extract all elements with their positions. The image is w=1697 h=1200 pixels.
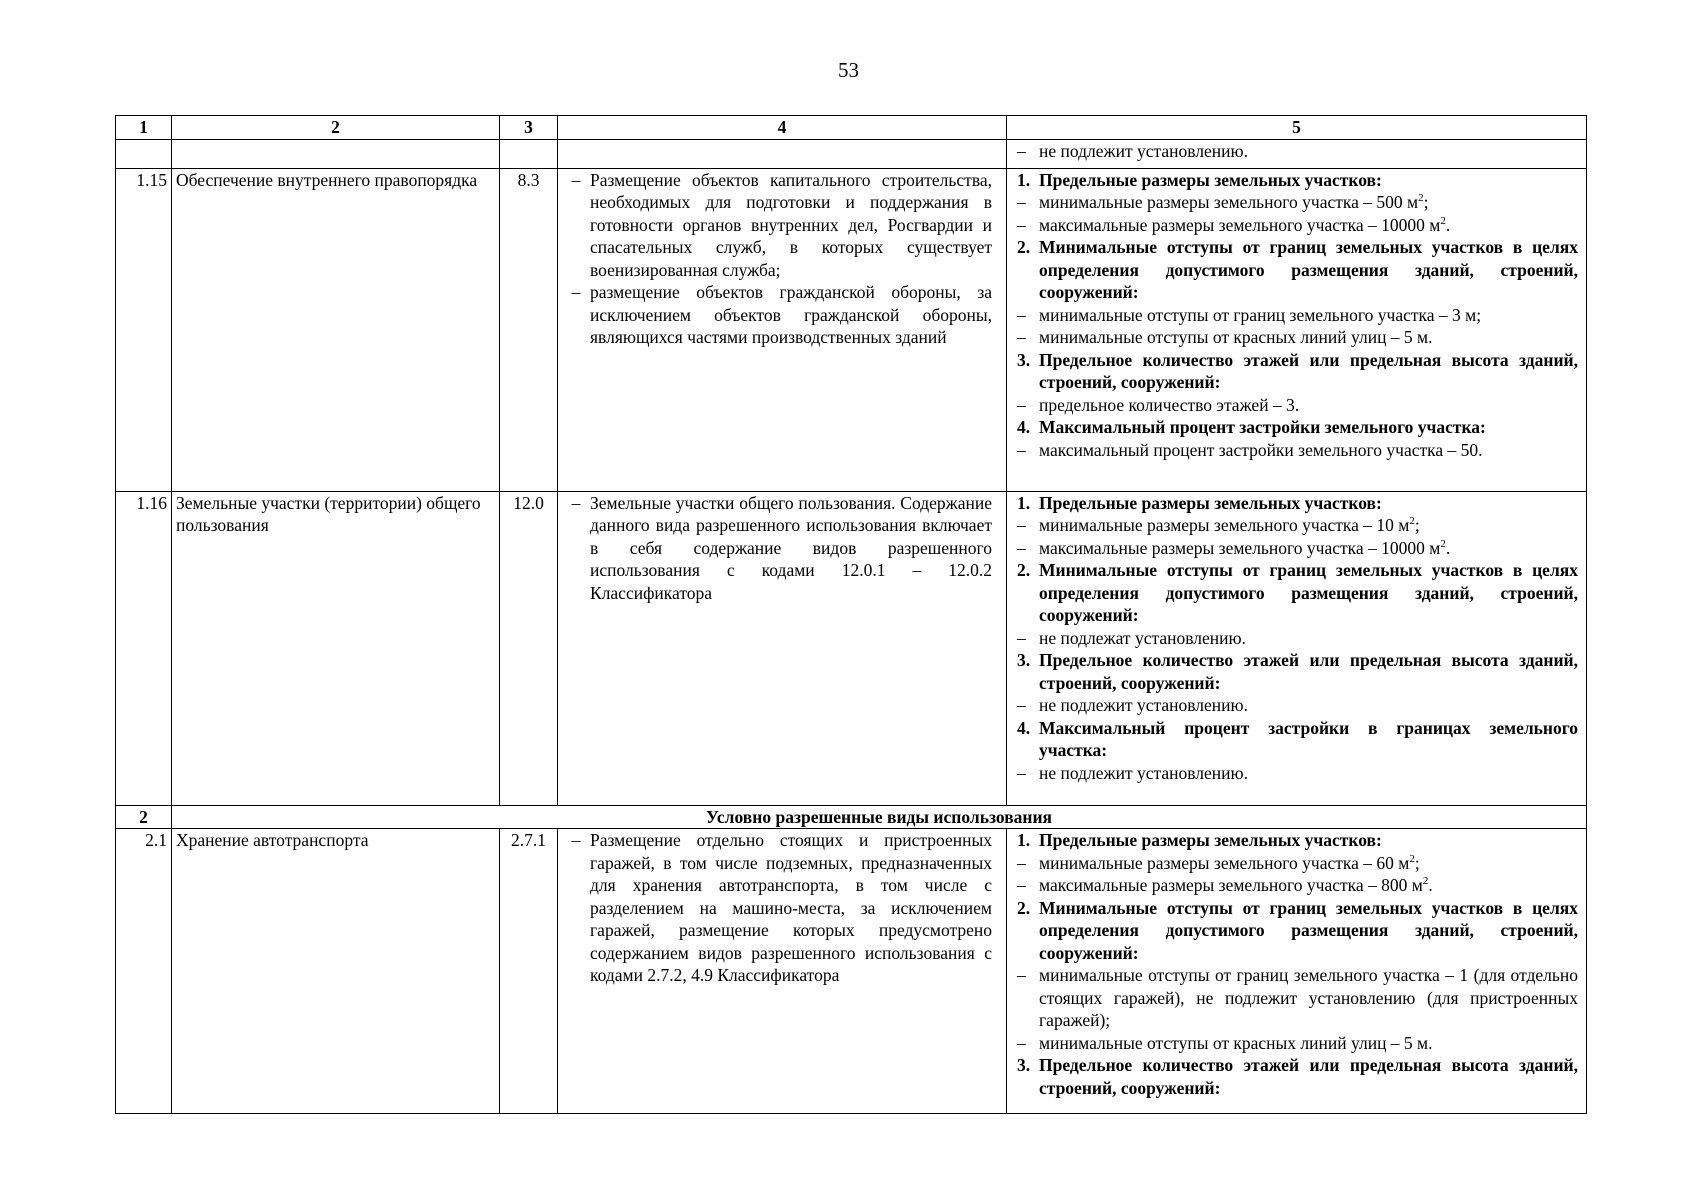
- param-text-tail: ;: [1423, 192, 1429, 212]
- header-cell: 4: [558, 116, 1007, 140]
- param-text: [1039, 439, 1578, 462]
- use-code: 8.3: [500, 168, 558, 491]
- continuation-row: [116, 139, 1587, 168]
- header-row: [116, 116, 1587, 140]
- param-heading: [1011, 1054, 1578, 1099]
- table-row: [116, 491, 1587, 805]
- param-text: [1039, 349, 1578, 394]
- dash-marker: –: [1017, 304, 1026, 325]
- use-parameters: [1007, 168, 1587, 491]
- param-item: [1011, 514, 1578, 537]
- param-text-tail: .: [1445, 214, 1451, 235]
- param-text: [1039, 326, 1578, 349]
- param-text-main: минимальные отступы от красных линий улиц – 5 м.: [1039, 327, 1433, 347]
- param-text: [1039, 559, 1578, 627]
- param-text: [1039, 1032, 1578, 1055]
- param-text-main: не подлежит установлению.: [1039, 762, 1248, 783]
- param-number: 4.: [1017, 717, 1031, 738]
- param-number: 3.: [1017, 650, 1031, 670]
- description-item: [562, 492, 1002, 605]
- param-text-main: Максимальный процент застройки в границах земельного участка:: [1039, 717, 1578, 760]
- superscript: 2: [1418, 192, 1424, 205]
- param-text: [1039, 492, 1578, 515]
- param-item: [1011, 191, 1578, 214]
- table-row: [116, 829, 1587, 1114]
- section-title: Условно разрешенные виды использования: [172, 805, 1587, 829]
- dash-marker: –: [1017, 192, 1026, 212]
- param-text-main: минимальные отступы от границ земельного участка – 3 м;: [1039, 304, 1482, 325]
- param-text: [1039, 416, 1578, 439]
- row-number: 1.15: [116, 168, 172, 491]
- param-text-main: Минимальные отступы от границ земельных участков в целях определения допустимого размещения зданий, строений, сооружений:: [1039, 237, 1578, 302]
- param-text: [1039, 191, 1578, 214]
- param-text: [1039, 829, 1578, 852]
- param-number: 2.: [1017, 560, 1031, 580]
- param-number: 1.: [1017, 169, 1031, 190]
- param-text-main: предельное количество этажей – 3.: [1039, 394, 1300, 415]
- param-heading: [1011, 492, 1578, 515]
- param-number: 1.: [1017, 830, 1031, 850]
- param-heading: [1011, 349, 1578, 394]
- param-text-main: Минимальные отступы от границ земельных участков в целях определения допустимого размещения зданий, строений, сооружений:: [1039, 897, 1578, 963]
- param-text: [1039, 717, 1578, 762]
- dash-marker: –: [1017, 537, 1026, 558]
- dash-marker: –: [1017, 965, 1026, 985]
- param-item: [1011, 1032, 1578, 1055]
- param-text: [1039, 304, 1578, 327]
- param-text: не подлежит установлению.: [1039, 140, 1248, 161]
- header-cell: 1: [116, 116, 172, 140]
- param-text-main: Предельное количество этажей или предельная высота зданий, строений, сооружений:: [1039, 349, 1578, 392]
- param-item: [1011, 964, 1578, 1032]
- dash-marker: –: [1017, 439, 1026, 460]
- param-text-main: максимальные размеры земельного участка – 10000 м: [1039, 214, 1441, 235]
- row-number: 1.16: [116, 491, 172, 805]
- param-heading: [1011, 897, 1578, 965]
- param-text-main: минимальные отступы от красных линий улиц – 5 м.: [1039, 1032, 1433, 1053]
- param-text-main: Предельные размеры земельных участков:: [1039, 169, 1382, 190]
- description-item: [562, 281, 1002, 349]
- param-text-main: Предельные размеры земельных участков:: [1039, 830, 1382, 850]
- param-item: [1011, 537, 1578, 560]
- param-text-main: не подлежит установлению.: [1039, 695, 1248, 715]
- param-text: [1039, 394, 1578, 417]
- use-description: [558, 829, 1007, 1114]
- param-heading: [1011, 169, 1578, 192]
- table-row: [116, 168, 1587, 491]
- dash-marker: –: [1017, 214, 1026, 235]
- row-number: 2.1: [116, 829, 172, 1114]
- dash-marker: –: [1017, 762, 1026, 783]
- param-item: [1011, 140, 1578, 163]
- param-item: [1011, 394, 1578, 417]
- description-text: Земельные участки общего пользования. Содержание данного вида разрешенного использования включает в себя содержание видов разрешенного использования с кодами 12.0.1 – 12.0.2 Классификатора: [590, 492, 992, 603]
- param-text-tail: ;: [1414, 515, 1420, 535]
- page-number: 53: [838, 58, 859, 82]
- param-text: [1039, 514, 1578, 537]
- param-text-main: Минимальные отступы от границ земельных участков в целях определения допустимого размещения зданий, строений, сооружений:: [1039, 560, 1578, 625]
- description-text: Размещение отдельно стоящих и пристроенных гаражей, в том числе подземных, предназначенных для хранения автотранспорта, в том числе с разделением на машино-места, за исключением гаражей, размещение которых предусмотрено содержанием видов разрешенного использования с кодами 2.7.2, 4.9 Классификатора: [590, 830, 992, 985]
- param-text-tail: .: [1445, 537, 1451, 558]
- use-code: 2.7.1: [500, 829, 558, 1114]
- superscript: 2: [1440, 537, 1446, 550]
- dash-marker: –: [571, 169, 581, 190]
- param-text: [1039, 852, 1578, 875]
- use-description: [558, 168, 1007, 491]
- header-cell: 5: [1007, 116, 1587, 140]
- param-text-main: Предельное количество этажей или предельная высота зданий, строений, сооружений:: [1039, 650, 1578, 693]
- zoning-table: [115, 115, 1587, 1114]
- param-text: [1039, 762, 1578, 785]
- section-row: [116, 805, 1587, 829]
- description-text: размещение объектов гражданской обороны, за исключением объектов гражданской обороны, являющихся частями производственных зданий: [590, 282, 992, 347]
- use-name: Обеспечение внутреннего правопорядка: [172, 168, 500, 491]
- header-cell: 3: [500, 116, 558, 140]
- param-text: [1039, 214, 1578, 237]
- param-text-main: не подлежат установлению.: [1039, 627, 1246, 648]
- param-text-main: минимальные размеры земельного участка – 60 м: [1039, 852, 1410, 873]
- param-text-main: максимальный процент застройки земельного участка – 50.: [1039, 439, 1483, 460]
- param-heading: [1011, 416, 1578, 439]
- param-text: [1039, 694, 1578, 717]
- param-heading: [1011, 236, 1578, 304]
- dash-marker: –: [1017, 394, 1026, 415]
- param-text: [1039, 1054, 1578, 1099]
- dash-marker: –: [1017, 327, 1026, 347]
- param-number: 1.: [1017, 492, 1031, 513]
- param-item: [1011, 304, 1578, 327]
- param-item: [1011, 439, 1578, 462]
- param-item: [1011, 874, 1578, 897]
- param-text-main: минимальные размеры земельного участка – 10 м: [1039, 515, 1410, 535]
- param-text: [1039, 649, 1578, 694]
- dash-marker: –: [1017, 852, 1026, 873]
- dash-marker: –: [1017, 1032, 1026, 1053]
- superscript: 2: [1440, 214, 1446, 227]
- param-number: 3.: [1017, 1055, 1031, 1075]
- use-code: 12.0: [500, 491, 558, 805]
- dash-marker: –: [1017, 627, 1026, 648]
- param-item: [1011, 326, 1578, 349]
- param-text-main: минимальные размеры земельного участка – 500 м: [1039, 192, 1419, 212]
- param-heading: [1011, 829, 1578, 852]
- use-parameters: [1007, 491, 1587, 805]
- param-text: [1039, 169, 1578, 192]
- param-text: [1039, 627, 1578, 650]
- param-number: 3.: [1017, 349, 1031, 370]
- description-text: Размещение объектов капитального строительства, необходимых для подготовки и поддержания в готовности органов внутренних дел, Росгвардии и спасательных служб, в которых существует военизированная служба;: [590, 169, 992, 280]
- description-item: [562, 169, 1002, 282]
- param-text: [1039, 874, 1578, 897]
- param-text-main: Максимальный процент застройки земельного участка:: [1039, 417, 1486, 437]
- param-text-main: минимальные отступы от границ земельного участка – 1 (для отдельно стоящих гаражей), не подлежит установлению (для пристроенных гаражей);: [1039, 965, 1578, 1030]
- param-item: [1011, 694, 1578, 717]
- param-number: 2.: [1017, 237, 1031, 257]
- header-cell: 2: [172, 116, 500, 140]
- param-text-main: максимальные размеры земельного участка – 800 м: [1039, 875, 1423, 895]
- dash-marker: –: [1017, 140, 1026, 161]
- param-heading: [1011, 717, 1578, 762]
- dash-marker: –: [571, 282, 581, 302]
- dash-marker: –: [571, 830, 581, 850]
- use-parameters: [1007, 829, 1587, 1114]
- param-item: [1011, 852, 1578, 875]
- param-text-main: максимальные размеры земельного участка – 10000 м: [1039, 537, 1441, 558]
- param-text-main: Предельное количество этажей или предельная высота зданий, строений, сооружений:: [1039, 1055, 1578, 1098]
- param-item: [1011, 214, 1578, 237]
- dash-marker: –: [1017, 695, 1026, 715]
- param-item: [1011, 627, 1578, 650]
- param-text-main: Предельные размеры земельных участков:: [1039, 492, 1382, 513]
- dash-marker: –: [571, 492, 581, 513]
- param-text-tail: .: [1428, 875, 1433, 895]
- param-item: [1011, 762, 1578, 785]
- use-name: Хранение автотранспорта: [172, 829, 500, 1114]
- param-text: [1039, 236, 1578, 304]
- dash-marker: –: [1017, 515, 1026, 535]
- superscript: 2: [1422, 875, 1429, 888]
- param-text-tail: ;: [1414, 852, 1420, 873]
- description-item: [562, 829, 1002, 987]
- param-heading: [1011, 559, 1578, 627]
- superscript: 2: [1409, 515, 1415, 528]
- section-number: 2: [116, 805, 172, 829]
- use-description: [558, 491, 1007, 805]
- param-heading: [1011, 649, 1578, 694]
- param-number: 2.: [1017, 897, 1031, 918]
- superscript: 2: [1409, 852, 1415, 865]
- use-name: Земельные участки (территории) общего пользования: [172, 491, 500, 805]
- param-text: [1039, 897, 1578, 965]
- param-number: 4.: [1017, 417, 1031, 437]
- param-text: [1039, 537, 1578, 560]
- param-text: [1039, 964, 1578, 1032]
- dash-marker: –: [1017, 875, 1026, 895]
